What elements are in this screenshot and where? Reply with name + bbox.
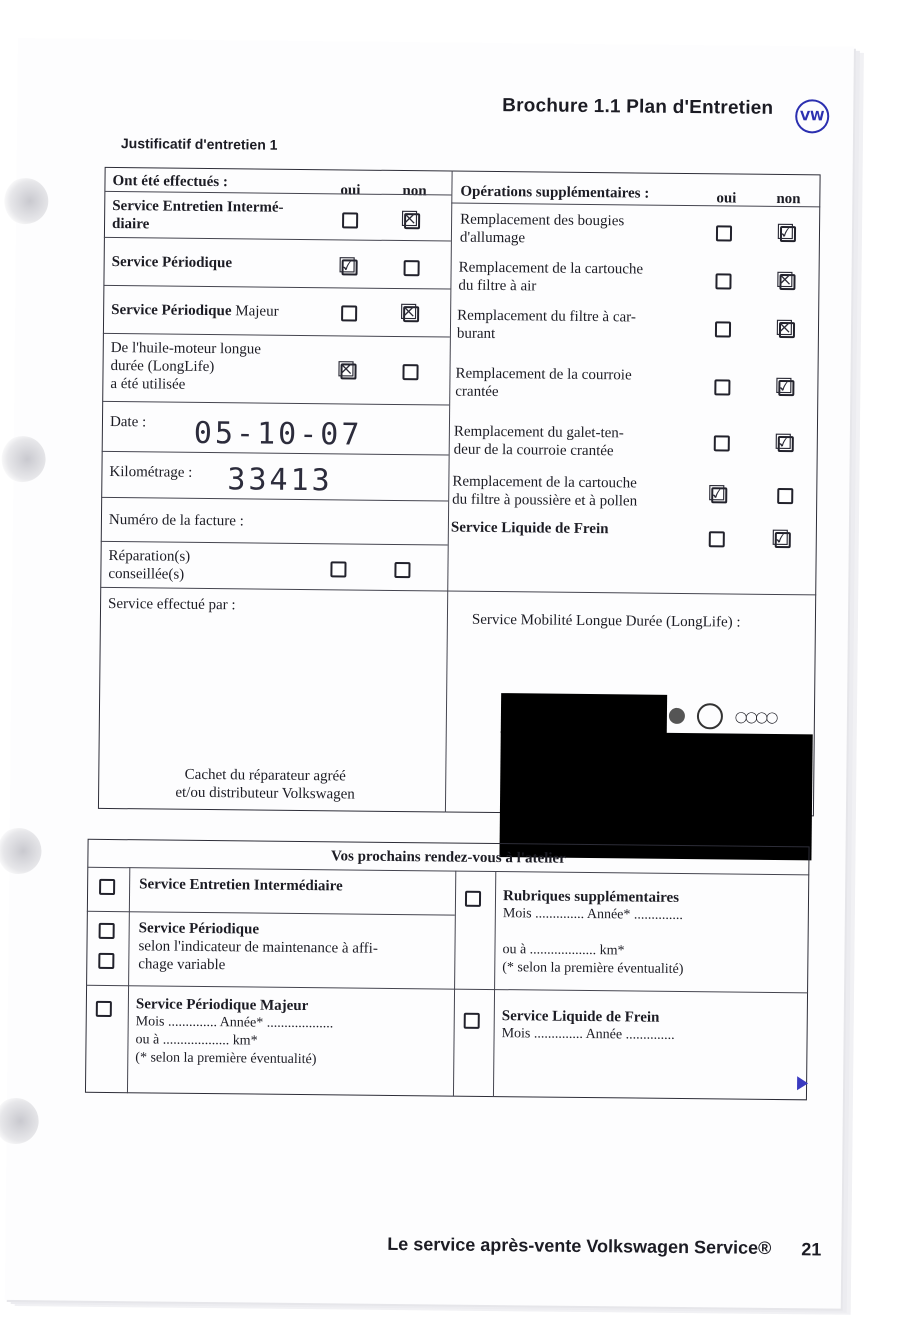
next-page-arrow-icon — [797, 1076, 808, 1090]
km-label: Kilométrage : — [109, 463, 193, 481]
row-label-timing-belt: Remplacement de la courroie crantée — [455, 365, 632, 401]
check-mark: ☑ — [337, 253, 357, 278]
vw-logo-icon: VW — [795, 99, 829, 133]
checkbox-fuel-filter-yes[interactable] — [715, 321, 731, 337]
footer-text: Le service après-vente Volkswagen Service® — [387, 1233, 772, 1258]
checkbox-periodic-no[interactable] — [404, 260, 420, 276]
checkbox-next-intermediate[interactable] — [99, 879, 115, 895]
right-col-yes: oui — [716, 190, 737, 207]
checkbox-tensioner-yes[interactable] — [714, 435, 730, 451]
next-appointments-title: Vos prochains rendez-vous à l'atelier — [330, 848, 566, 867]
checkbox-repair-no[interactable] — [394, 562, 410, 578]
cross-mark: ☒ — [399, 207, 420, 232]
next-brake-fluid-title: Service Liquide de Frein — [501, 1008, 660, 1026]
right-header-label: Opérations supplémentaires : — [460, 183, 650, 202]
checkbox-air-filter-yes[interactable] — [715, 273, 731, 289]
checkbox-intermediate-yes[interactable] — [342, 212, 358, 228]
checkbox-next-additional[interactable] — [465, 891, 481, 907]
row-label-major: Service Périodique Majeur — [111, 301, 279, 320]
service-by-label: Service effectué par : — [107, 595, 236, 614]
cross-mark: ☒ — [399, 300, 419, 325]
stamp-caption: Cachet du réparateur agréé et/ou distributeur Volkswagen — [175, 766, 355, 803]
row-label-pollen-filter: Remplacement de la cartouche du filtre à poussière et à pollen — [452, 473, 638, 510]
check-mark: ☑ — [774, 373, 794, 399]
row-label-tensioner: Remplacement du galet-ten- deur de la courroie crantée — [453, 423, 624, 460]
km-handwritten: 33413 — [227, 462, 333, 499]
row-label-air-filter: Remplacement de la cartouche du filtre à air — [458, 259, 644, 295]
repair-label: Réparation(s) conseillée(s) — [108, 547, 191, 583]
checkbox-timing-belt-yes[interactable] — [714, 379, 730, 395]
left-col-no: non — [402, 183, 427, 200]
check-mark: ☑ — [707, 481, 727, 506]
row-label-longlife-oil: De l'huile-moteur longue durée (LongLife) a été utilisée — [110, 339, 262, 393]
checkbox-next-periodic-2[interactable] — [98, 953, 114, 969]
binder-hole — [0, 828, 42, 874]
next-major-title: Service Périodique Majeur — [135, 996, 309, 1015]
left-col-yes: oui — [340, 182, 361, 199]
binder-hole — [0, 1098, 39, 1144]
checkbox-next-major[interactable] — [96, 1001, 112, 1017]
row-label-intermediate: Service Entretien Intermé- diaire — [111, 197, 284, 233]
next-intermediate-title: Service Entretien Intermédiaire — [139, 876, 343, 895]
binder-hole — [2, 178, 48, 224]
next-additional-title: Rubriques supplémentaires — [502, 888, 680, 906]
checkbox-repair-yes[interactable] — [330, 561, 346, 577]
invoice-label: Numéro de la facture : — [108, 511, 244, 530]
row-label-brake-fluid: Service Liquide de Frein — [450, 519, 609, 538]
checkbox-brake-fluid-yes[interactable] — [709, 531, 725, 547]
date-label: Date : — [109, 413, 147, 431]
mobility-label: Service Mobilité Longue Durée (LongLife) : — [471, 611, 741, 631]
cross-mark: ☒ — [336, 357, 356, 382]
checkbox-pollen-filter-no[interactable] — [777, 488, 793, 504]
right-col-no: non — [776, 190, 801, 208]
cross-mark: ☒ — [774, 315, 794, 341]
redaction-block — [501, 693, 667, 735]
checkbox-major-yes[interactable] — [341, 305, 357, 321]
row-label-periodic: Service Périodique — [111, 253, 233, 272]
date-handwritten: 05-10-07 — [193, 415, 363, 453]
next-additional-body: Mois .............. Année* .............. ou à ................... km* (* selon la première éventualité) — [502, 906, 684, 978]
brand-logo-icon — [669, 708, 685, 724]
cross-mark: ☒ — [775, 267, 795, 293]
vw-small-logo-icon — [697, 703, 723, 729]
checkbox-next-periodic-1[interactable] — [99, 923, 115, 939]
checkbox-longlife-no[interactable] — [402, 364, 418, 380]
next-periodic-body: selon l'indicateur de maintenance à affi- chage variable — [138, 938, 378, 974]
next-periodic-title: Service Périodique — [138, 920, 260, 938]
check-mark: ☑ — [773, 429, 793, 455]
audi-rings-icon: ◯◯◯◯ — [734, 710, 777, 724]
check-mark: ☑ — [775, 219, 795, 245]
left-header-label: Ont été effectués : — [112, 172, 228, 191]
brand-logos — [669, 703, 779, 730]
next-major-body: Mois .............. Année* ................... ou à ................... km* (* selon la première éventualité) — [135, 1014, 334, 1068]
checkbox-spark-plugs-yes[interactable] — [716, 225, 732, 241]
page-title: Brochure 1.1 Plan d'Entretien — [502, 95, 774, 119]
binder-hole — [0, 436, 46, 482]
row-label-spark-plugs: Remplacement des bougies d'allumage — [459, 211, 625, 247]
checkbox-next-brake-fluid[interactable] — [464, 1013, 480, 1029]
redaction-block — [499, 731, 812, 860]
document-page — [5, 38, 854, 1309]
row-label-fuel-filter: Remplacement du filtre à car- burant — [456, 307, 636, 343]
next-brake-fluid-body: Mois .............. Année .............. — [501, 1026, 675, 1043]
check-mark: ☑ — [770, 525, 790, 551]
document-subtitle: Justificatif d'entretien 1 — [120, 135, 278, 153]
page-number: 21 — [801, 1239, 822, 1260]
